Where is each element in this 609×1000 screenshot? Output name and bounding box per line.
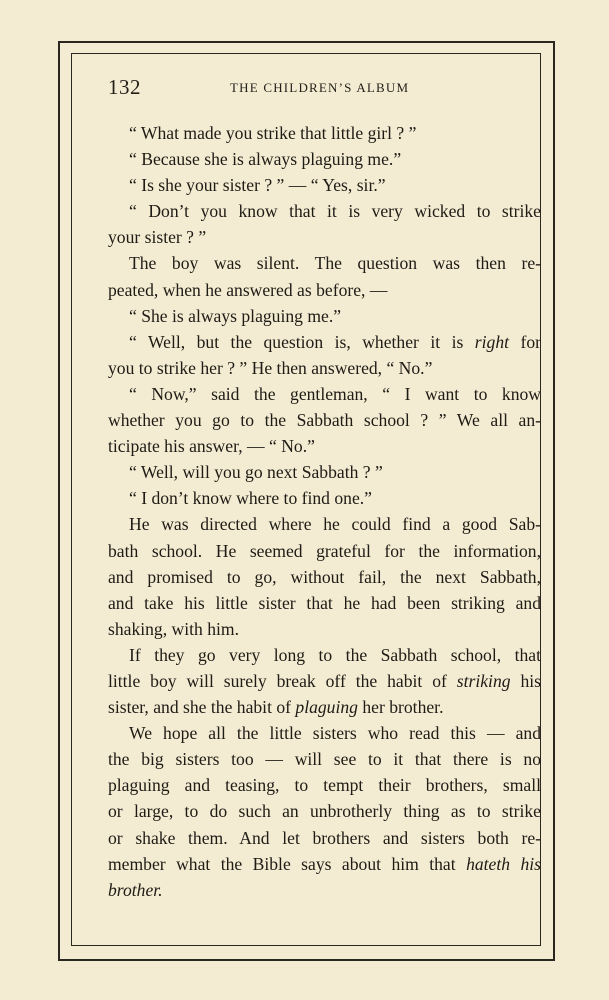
text-segment: his: [510, 670, 541, 691]
running-title: THE CHILDREN’S ALBUM: [230, 80, 410, 95]
text-segment: plaguing and teasing, to tempt their brothers, small: [108, 775, 541, 796]
text-segment: peated, when he answered as before, —: [108, 279, 388, 300]
text-segment: you to strike her ? ” He then answered, “ No.”: [108, 357, 433, 378]
italic-text: brother.: [108, 879, 163, 900]
text-segment: bath school. He seemed grateful for the information,: [108, 540, 541, 561]
text-segment: ticipate his answer, — “ No.”: [108, 436, 315, 457]
text-line: [108, 459, 541, 485]
text-segment: little boy will surely break off the habit of: [108, 670, 457, 691]
text-line: [108, 642, 541, 668]
text-segment: for: [509, 331, 541, 352]
text-line: [108, 720, 541, 746]
text-line: [108, 877, 541, 903]
text-segment: or large, to do such an unbrotherly thing as to strike: [108, 801, 541, 822]
text-line: [108, 198, 541, 224]
text-segment: “ I don’t know where to find one.”: [129, 488, 372, 509]
text-line: [108, 668, 541, 694]
text-segment: and promised to go, without fail, the next Sabbath,: [108, 566, 541, 587]
text-line: [108, 564, 541, 590]
italic-text: plaguing: [295, 697, 358, 718]
text-segment: “ She is always plaguing me.”: [129, 305, 342, 326]
text-line: [108, 511, 541, 537]
text-segment: “ Because she is always plaguing me.”: [129, 149, 402, 170]
text-line: [108, 355, 541, 381]
text-line: [108, 146, 541, 172]
italic-text: hateth his: [466, 853, 542, 874]
text-line: [108, 825, 541, 851]
text-line: [108, 616, 541, 642]
italic-text: right: [474, 331, 509, 352]
text-segment: He was directed where he could find a good Sab-: [129, 514, 541, 535]
text-line: [108, 485, 541, 511]
page-header: [108, 75, 542, 105]
text-line: [108, 798, 541, 824]
text-line: [108, 538, 541, 564]
page-number: 132: [108, 75, 141, 99]
text-line: [108, 277, 541, 303]
text-segment: the big sisters too — will see to it that there is no: [108, 749, 541, 770]
text-segment: whether you go to the Sabbath school ? ” We all an-: [108, 410, 541, 431]
body-text: [108, 120, 541, 903]
text-segment: “ What made you strike that little girl ? ”: [129, 123, 417, 143]
text-segment: If they go very long to the Sabbath school, that: [129, 644, 541, 665]
text-segment: We hope all the little sisters who read this — and: [129, 723, 541, 744]
text-line: [108, 381, 541, 407]
text-line: [108, 433, 541, 459]
text-segment: and take his little sister that he had been striking and: [108, 592, 541, 613]
text-line: [108, 851, 541, 877]
text-line: [108, 772, 541, 798]
text-line: [108, 746, 541, 772]
text-line: [108, 303, 541, 329]
italic-text: striking: [456, 670, 511, 691]
text-line: [108, 590, 541, 616]
text-segment: “ Well, will you go next Sabbath ? ”: [129, 462, 383, 483]
text-segment: “ Don’t you know that it is very wicked to strike: [129, 201, 541, 222]
text-line: [108, 694, 541, 720]
text-segment: her brother.: [357, 697, 444, 718]
text-line: [108, 120, 541, 146]
text-segment: shaking, with him.: [108, 618, 239, 639]
text-line: [108, 407, 541, 433]
text-segment: member what the Bible says about him that: [108, 853, 467, 874]
text-segment: “ Now,” said the gentleman, “ I want to know: [129, 383, 541, 404]
text-line: [108, 329, 541, 355]
text-segment: “ Well, but the question is, whether it is: [129, 331, 475, 352]
text-segment: The boy was silent. The question was then re-: [129, 253, 541, 274]
text-segment: “ Is she your sister ? ” — “ Yes, sir.”: [129, 175, 386, 196]
text-segment: or shake them. And let brothers and sisters both re-: [108, 827, 541, 848]
text-line: [108, 172, 541, 198]
text-line: [108, 224, 541, 250]
text-segment: sister, and she the habit of: [108, 697, 296, 718]
text-segment: your sister ? ”: [108, 227, 207, 248]
text-line: [108, 250, 541, 276]
